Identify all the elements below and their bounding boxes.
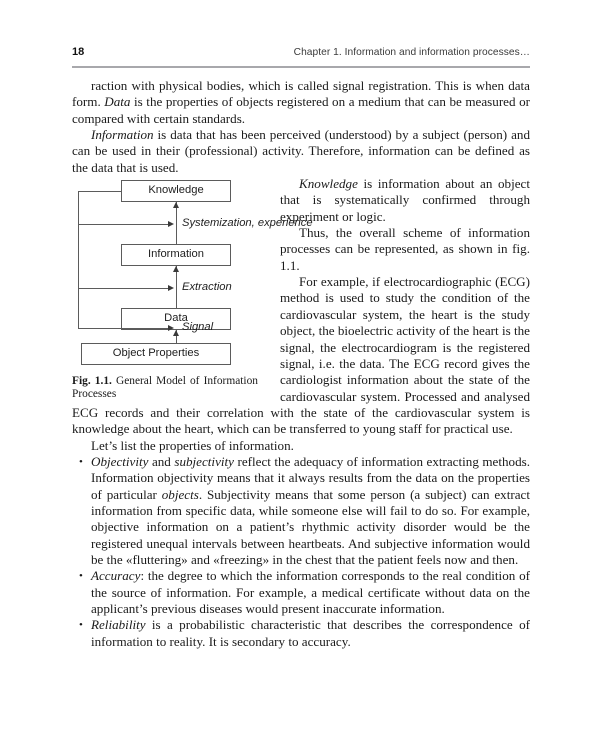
paragraph-6: Let’s list the properties of information.	[91, 437, 294, 453]
diagram-arrow-into-data	[173, 330, 179, 336]
diagram-arrow-into-knowledge	[173, 202, 179, 208]
diagram-box-knowledge	[121, 180, 231, 202]
figure-float	[72, 178, 313, 402]
page-body	[72, 78, 530, 650]
diagram-flow-line-extraction	[176, 266, 177, 308]
diagram-feedback-rail	[78, 191, 79, 328]
diagram-arrow-to-signal	[168, 325, 174, 331]
header-rule	[72, 66, 530, 68]
paragraph-3: Knowledge is information about an object that is systematically confirmed through experiment or logic.	[280, 176, 530, 224]
figure-caption-label: Fig. 1.1.	[72, 375, 112, 388]
properties-list	[72, 454, 530, 650]
figure-diagram	[72, 178, 313, 368]
paragraph-2: Information is data that has been perceived (understood) by a subject (person) and can be used in their (professional) activity. Therefore, information can be defined as the data that is used.	[72, 127, 530, 175]
diagram-arrow-into-information	[173, 266, 179, 272]
paragraph-1: raction with physical bodies, which is called signal registration. This is when data form. Data is the properties of objects registered on a medium that can be measured or compared with certain standards.	[72, 78, 530, 126]
diagram-flow-line-systemization	[176, 202, 177, 244]
diagram-arrow-to-systemization	[168, 221, 174, 227]
chapter-title: Chapter 1. Information and information processes…	[293, 47, 530, 58]
diagram-label-signal: Signal	[182, 321, 214, 334]
diagram-box-information	[121, 244, 231, 266]
diagram-feedback-top-stub	[78, 191, 121, 192]
page-number: 18	[72, 46, 85, 58]
running-head	[72, 46, 530, 58]
figure-caption	[72, 375, 258, 402]
diagram-box-data-label: Data	[164, 312, 188, 325]
list-item-text: Accuracy: the degree to which the information corresponds to the real condition of the source of information. For example, a medical certificate without data on the applicant’s previous diseases would present inaccurate information.	[91, 568, 530, 616]
diagram-line-to-signal	[78, 328, 170, 329]
diagram-line-to-extraction	[78, 288, 170, 289]
bullet-icon: •	[79, 619, 83, 632]
bullet-icon: •	[79, 455, 83, 468]
figure-caption-text: General Model of Information Processes	[72, 375, 258, 401]
diagram-box-information-label: Information	[148, 248, 204, 261]
list-item	[72, 454, 530, 568]
diagram-label-extraction: Extraction	[182, 281, 232, 294]
paragraph-4: Thus, the overall scheme of information processes can be represented, as shown in fig. 1.1.	[280, 225, 530, 273]
diagram-arrow-to-extraction	[168, 285, 174, 291]
list-item-text: Objectivity and subjectivity reflect the adequacy of information extracting methods. Information objectivity means that it always results from the data on the properties of particular objects. Subjectivity means that some person (a subject) can extract information from specific data, while someone else will fail to do so. For example, objective information on a patient’s rhythmic activity disorder would be the registered unequal intervals between heartbeats. And subjective information would be the «fluttering» and «freezing» in the chest that the patient feels now and then.	[91, 453, 530, 567]
paragraph-5: For example, if electrocardiographic (ECG) method is used to study the condition of the cardiovascular system, the heart is the study object, the bioelectric activity of the heart is the signal, the electrocardiogram is the registered signal, i.e. the data. The ECG record gives the cardiologist information about the state of the cardiovascular system. Processed and analysed ECG records and their correlation with the state of the cardiovascular system is knowledge about the heart, which can be transferred to young staff for practical use.	[72, 274, 530, 437]
diagram-box-object-properties	[81, 343, 231, 365]
list-item	[72, 617, 530, 650]
diagram-label-systemization: Systemization, experience	[182, 217, 313, 230]
list-item-text: Reliability is a probabilistic characteristic that describes the correspondence of information to reality. It is secondary to accuracy.	[91, 617, 530, 649]
diagram-box-object-properties-label: Object Properties	[112, 347, 200, 360]
diagram-box-data	[121, 308, 231, 330]
diagram-box-knowledge-label: Knowledge	[148, 184, 204, 197]
list-item	[72, 568, 530, 617]
diagram-line-to-systemization	[78, 224, 170, 225]
bullet-icon: •	[79, 570, 83, 583]
